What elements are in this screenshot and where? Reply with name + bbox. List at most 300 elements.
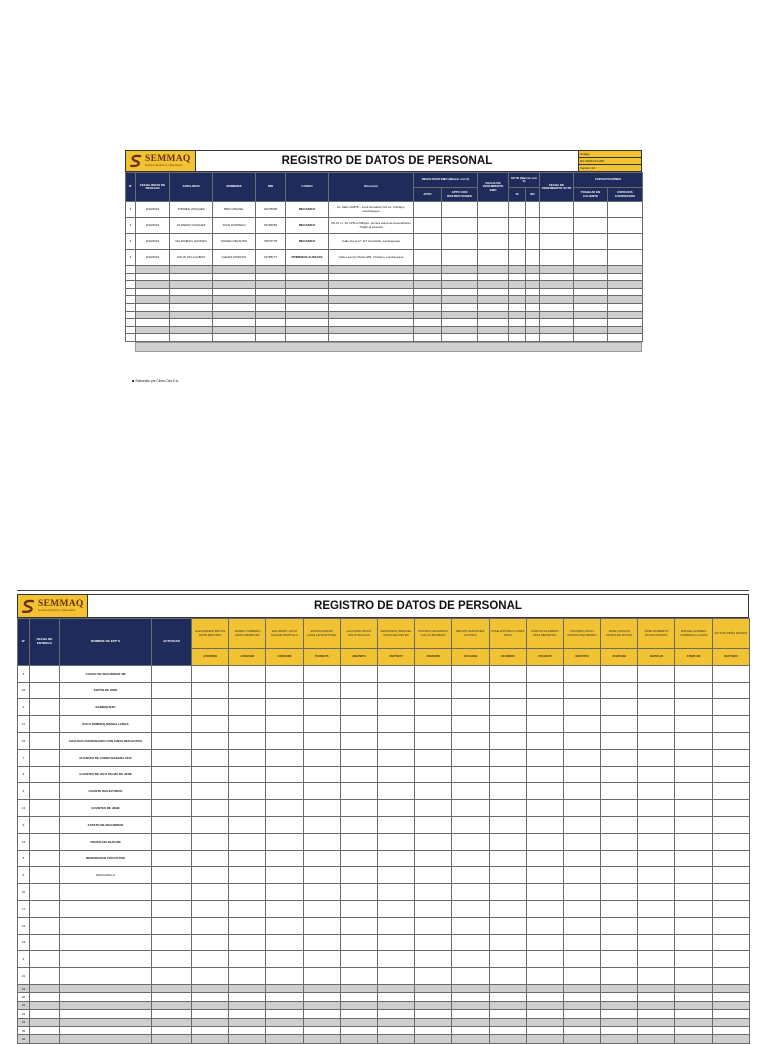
empty-cell[interactable] <box>170 319 213 327</box>
empty-cell[interactable] <box>540 273 574 281</box>
delivery-check-cell[interactable] <box>489 716 526 733</box>
delivery-check-cell[interactable] <box>266 900 303 917</box>
delivery-check-cell[interactable] <box>452 917 489 934</box>
delivery-check-cell[interactable] <box>675 934 712 951</box>
delivery-check-cell[interactable] <box>377 968 414 985</box>
empty-cell[interactable] <box>452 1026 489 1034</box>
empty-cell[interactable] <box>152 1026 192 1034</box>
empty-cell[interactable] <box>608 311 643 319</box>
empty-cell[interactable] <box>286 334 329 342</box>
delivery-check-cell[interactable] <box>415 867 452 884</box>
delivery-check-cell[interactable] <box>377 833 414 850</box>
empty-cell[interactable] <box>442 296 478 304</box>
delivery-check-cell[interactable] <box>377 934 414 951</box>
empty-cell[interactable] <box>574 250 608 266</box>
empty-cell[interactable] <box>540 250 574 266</box>
delivery-check-cell[interactable] <box>340 833 377 850</box>
delivery-check-cell[interactable] <box>377 766 414 783</box>
delivery-check-cell[interactable] <box>452 749 489 766</box>
empty-cell[interactable] <box>526 1035 563 1043</box>
empty-cell[interactable] <box>136 326 170 334</box>
delivery-check-cell[interactable] <box>712 766 749 783</box>
empty-cell[interactable] <box>266 1035 303 1043</box>
empty-cell[interactable] <box>452 984 489 992</box>
empty-cell[interactable] <box>126 288 136 296</box>
delivery-check-cell[interactable] <box>192 884 229 901</box>
empty-cell[interactable] <box>213 326 256 334</box>
delivery-check-cell[interactable] <box>303 900 340 917</box>
delivery-check-cell[interactable] <box>526 884 563 901</box>
delivery-check-cell[interactable] <box>675 951 712 968</box>
empty-cell[interactable] <box>256 319 286 327</box>
empty-cell[interactable] <box>152 1035 192 1043</box>
empty-cell[interactable] <box>442 288 478 296</box>
empty-cell[interactable] <box>229 984 266 992</box>
ppe-name-cell[interactable] <box>60 917 152 934</box>
empty-cell[interactable] <box>256 273 286 281</box>
empty-cell[interactable] <box>608 234 643 250</box>
empty-cell[interactable] <box>608 334 643 342</box>
delivery-check-cell[interactable] <box>266 934 303 951</box>
delivery-check-cell[interactable] <box>266 917 303 934</box>
delivery-check-cell[interactable] <box>377 951 414 968</box>
empty-cell[interactable] <box>540 319 574 327</box>
address-cell[interactable]: Calle Sucre N° 117 Ferreñafe, Lambayeque <box>329 234 414 250</box>
empty-cell[interactable] <box>340 1010 377 1018</box>
empty-cell[interactable] <box>540 234 574 250</box>
empty-cell[interactable] <box>126 311 136 319</box>
empty-cell[interactable] <box>136 319 170 327</box>
empty-cell[interactable] <box>442 218 478 234</box>
empty-cell[interactable] <box>30 1001 60 1009</box>
delivery-date-cell[interactable] <box>30 732 60 749</box>
delivery-date-cell[interactable] <box>30 917 60 934</box>
delivery-check-cell[interactable] <box>675 732 712 749</box>
empty-cell[interactable] <box>712 1018 749 1026</box>
delivery-check-cell[interactable] <box>340 917 377 934</box>
activity-cell[interactable] <box>152 934 192 951</box>
empty-cell[interactable] <box>489 1010 526 1018</box>
empty-cell[interactable] <box>478 311 509 319</box>
delivery-check-cell[interactable] <box>266 783 303 800</box>
empty-cell[interactable] <box>229 1001 266 1009</box>
empty-cell[interactable] <box>478 296 509 304</box>
empty-cell[interactable] <box>415 1018 452 1026</box>
delivery-check-cell[interactable] <box>489 850 526 867</box>
empty-cell[interactable] <box>563 984 600 992</box>
empty-cell[interactable] <box>415 984 452 992</box>
delivery-check-cell[interactable] <box>489 917 526 934</box>
empty-cell[interactable] <box>478 273 509 281</box>
empty-cell[interactable] <box>303 984 340 992</box>
ppe-name-cell[interactable] <box>60 900 152 917</box>
empty-cell[interactable] <box>414 334 442 342</box>
delivery-check-cell[interactable] <box>489 884 526 901</box>
empty-cell[interactable] <box>126 303 136 311</box>
surnames-cell[interactable]: SOLIS VILLALOBOS <box>170 250 213 266</box>
empty-cell[interactable] <box>601 1035 638 1043</box>
empty-cell[interactable] <box>303 1035 340 1043</box>
delivery-date-cell[interactable] <box>30 682 60 699</box>
empty-cell[interactable] <box>126 273 136 281</box>
delivery-check-cell[interactable] <box>526 800 563 817</box>
delivery-check-cell[interactable] <box>675 699 712 716</box>
ppe-name-cell[interactable] <box>60 951 152 968</box>
empty-cell[interactable] <box>414 218 442 234</box>
empty-cell[interactable] <box>340 993 377 1001</box>
delivery-check-cell[interactable] <box>192 783 229 800</box>
delivery-check-cell[interactable] <box>526 850 563 867</box>
delivery-check-cell[interactable] <box>489 900 526 917</box>
empty-cell[interactable] <box>509 288 526 296</box>
empty-cell[interactable] <box>377 1035 414 1043</box>
delivery-check-cell[interactable] <box>489 934 526 951</box>
delivery-check-cell[interactable] <box>377 917 414 934</box>
empty-cell[interactable] <box>213 288 256 296</box>
delivery-check-cell[interactable] <box>452 816 489 833</box>
empty-cell[interactable] <box>675 984 712 992</box>
delivery-check-cell[interactable] <box>601 816 638 833</box>
empty-cell[interactable] <box>608 288 643 296</box>
empty-cell[interactable] <box>675 1010 712 1018</box>
delivery-check-cell[interactable] <box>340 951 377 968</box>
delivery-check-cell[interactable] <box>266 833 303 850</box>
delivery-check-cell[interactable] <box>340 665 377 682</box>
empty-cell[interactable] <box>526 984 563 992</box>
empty-cell[interactable] <box>509 218 526 234</box>
delivery-check-cell[interactable] <box>229 934 266 951</box>
empty-cell[interactable] <box>442 319 478 327</box>
delivery-date-cell[interactable] <box>30 833 60 850</box>
delivery-check-cell[interactable] <box>303 749 340 766</box>
delivery-check-cell[interactable] <box>675 867 712 884</box>
empty-cell[interactable] <box>229 1026 266 1034</box>
address-cell[interactable]: Calle Leoncio Prado 956, Chiclayo, Lambayeque <box>329 250 414 266</box>
empty-cell[interactable] <box>442 303 478 311</box>
delivery-check-cell[interactable] <box>192 749 229 766</box>
empty-cell[interactable] <box>340 1035 377 1043</box>
ppe-name-cell[interactable]: BARBIQUEJO <box>60 699 152 716</box>
names-cell[interactable]: JUAN DOMINGO <box>213 218 256 234</box>
empty-cell[interactable] <box>415 1035 452 1043</box>
delivery-check-cell[interactable] <box>638 968 675 985</box>
empty-cell[interactable] <box>192 1001 229 1009</box>
delivery-check-cell[interactable] <box>489 867 526 884</box>
delivery-check-cell[interactable] <box>266 766 303 783</box>
empty-cell[interactable] <box>638 1035 675 1043</box>
delivery-check-cell[interactable] <box>192 934 229 951</box>
delivery-check-cell[interactable] <box>229 783 266 800</box>
empty-cell[interactable] <box>489 984 526 992</box>
delivery-check-cell[interactable] <box>712 816 749 833</box>
empty-cell[interactable] <box>526 1018 563 1026</box>
empty-cell[interactable] <box>126 281 136 289</box>
empty-cell[interactable] <box>526 326 540 334</box>
empty-cell[interactable] <box>712 984 749 992</box>
empty-cell[interactable] <box>601 1010 638 1018</box>
delivery-check-cell[interactable] <box>526 749 563 766</box>
delivery-check-cell[interactable] <box>675 968 712 985</box>
empty-cell[interactable] <box>329 296 414 304</box>
empty-cell[interactable] <box>377 1001 414 1009</box>
empty-cell[interactable] <box>414 311 442 319</box>
empty-cell[interactable] <box>478 218 509 234</box>
row-number[interactable]: 4 <box>126 202 136 218</box>
surnames-cell[interactable]: VALDIVIESO HUAMAN <box>170 234 213 250</box>
empty-cell[interactable] <box>540 281 574 289</box>
delivery-check-cell[interactable] <box>601 665 638 682</box>
empty-cell[interactable] <box>414 266 442 274</box>
empty-cell[interactable] <box>526 1010 563 1018</box>
activity-cell[interactable] <box>152 749 192 766</box>
empty-cell[interactable] <box>170 296 213 304</box>
dni-cell[interactable]: 16785177 <box>256 250 286 266</box>
empty-cell[interactable] <box>152 984 192 992</box>
activity-cell[interactable] <box>152 833 192 850</box>
empty-cell[interactable] <box>170 266 213 274</box>
delivery-check-cell[interactable] <box>377 682 414 699</box>
delivery-check-cell[interactable] <box>452 884 489 901</box>
empty-cell[interactable] <box>509 319 526 327</box>
delivery-check-cell[interactable] <box>638 699 675 716</box>
delivery-date-cell[interactable] <box>30 749 60 766</box>
empty-cell[interactable] <box>192 1035 229 1043</box>
empty-cell[interactable] <box>712 1010 749 1018</box>
empty-cell[interactable] <box>213 334 256 342</box>
empty-cell[interactable] <box>329 303 414 311</box>
empty-cell[interactable] <box>136 296 170 304</box>
delivery-check-cell[interactable] <box>415 716 452 733</box>
empty-cell[interactable] <box>478 303 509 311</box>
ppe-name-cell[interactable]: GUANTES DE HILO PALMA DE JEBE <box>60 766 152 783</box>
delivery-check-cell[interactable] <box>415 816 452 833</box>
empty-cell[interactable] <box>170 334 213 342</box>
empty-cell[interactable] <box>286 319 329 327</box>
delivery-check-cell[interactable] <box>303 917 340 934</box>
delivery-check-cell[interactable] <box>563 682 600 699</box>
delivery-check-cell[interactable] <box>452 934 489 951</box>
delivery-check-cell[interactable] <box>712 800 749 817</box>
delivery-check-cell[interactable] <box>563 833 600 850</box>
delivery-check-cell[interactable] <box>229 800 266 817</box>
dni-cell[interactable]: 75976778 <box>256 234 286 250</box>
delivery-check-cell[interactable] <box>563 783 600 800</box>
delivery-check-cell[interactable] <box>415 900 452 917</box>
delivery-check-cell[interactable] <box>340 816 377 833</box>
empty-cell[interactable] <box>638 993 675 1001</box>
empty-cell[interactable] <box>266 993 303 1001</box>
empty-cell[interactable] <box>60 1010 152 1018</box>
delivery-check-cell[interactable] <box>563 699 600 716</box>
delivery-check-cell[interactable] <box>415 884 452 901</box>
empty-cell[interactable] <box>377 1026 414 1034</box>
empty-cell[interactable] <box>489 1035 526 1043</box>
position-cell[interactable]: MECANICO <box>286 218 329 234</box>
empty-cell[interactable] <box>170 311 213 319</box>
delivery-check-cell[interactable] <box>638 850 675 867</box>
empty-cell[interactable] <box>170 273 213 281</box>
empty-cell[interactable] <box>152 993 192 1001</box>
empty-cell[interactable] <box>192 1026 229 1034</box>
empty-cell[interactable] <box>442 334 478 342</box>
empty-cell[interactable] <box>152 1018 192 1026</box>
empty-cell[interactable] <box>608 326 643 334</box>
empty-cell[interactable] <box>256 334 286 342</box>
empty-cell[interactable] <box>266 984 303 992</box>
delivery-check-cell[interactable] <box>712 968 749 985</box>
empty-cell[interactable] <box>256 311 286 319</box>
empty-cell[interactable] <box>526 218 540 234</box>
empty-cell[interactable] <box>329 281 414 289</box>
empty-cell[interactable] <box>30 1026 60 1034</box>
empty-cell[interactable] <box>526 993 563 1001</box>
delivery-check-cell[interactable] <box>303 816 340 833</box>
empty-cell[interactable] <box>286 303 329 311</box>
ppe-name-cell[interactable]: RESPIRADOR CON FILTRO <box>60 850 152 867</box>
delivery-check-cell[interactable] <box>340 783 377 800</box>
empty-cell[interactable] <box>452 1018 489 1026</box>
empty-cell[interactable] <box>340 1026 377 1034</box>
empty-cell[interactable] <box>509 266 526 274</box>
delivery-check-cell[interactable] <box>489 816 526 833</box>
delivery-check-cell[interactable] <box>712 917 749 934</box>
empty-cell[interactable] <box>256 296 286 304</box>
delivery-date-cell[interactable] <box>30 850 60 867</box>
empty-cell[interactable] <box>452 1010 489 1018</box>
delivery-check-cell[interactable] <box>377 900 414 917</box>
delivery-check-cell[interactable] <box>303 951 340 968</box>
delivery-check-cell[interactable] <box>415 968 452 985</box>
empty-cell[interactable] <box>442 281 478 289</box>
activity-cell[interactable] <box>152 951 192 968</box>
empty-cell[interactable] <box>152 1010 192 1018</box>
delivery-check-cell[interactable] <box>415 749 452 766</box>
empty-cell[interactable] <box>60 1026 152 1034</box>
delivery-date-cell[interactable] <box>30 783 60 800</box>
empty-cell[interactable] <box>509 326 526 334</box>
delivery-check-cell[interactable] <box>638 665 675 682</box>
empty-cell[interactable] <box>286 266 329 274</box>
delivery-check-cell[interactable] <box>601 951 638 968</box>
names-cell[interactable]: BRIO MIGUEL <box>213 202 256 218</box>
delivery-check-cell[interactable] <box>526 766 563 783</box>
delivery-check-cell[interactable] <box>675 850 712 867</box>
empty-cell[interactable] <box>329 334 414 342</box>
address-cell[interactable]: Mz.M. Lt. 16 CPM el Milagro, tercera etapa de Ascenditores Trujillo la Libertad <box>329 218 414 234</box>
empty-cell[interactable] <box>638 1018 675 1026</box>
delivery-check-cell[interactable] <box>229 699 266 716</box>
delivery-check-cell[interactable] <box>712 951 749 968</box>
delivery-check-cell[interactable] <box>415 934 452 951</box>
ppe-name-cell[interactable]: POLO SEMMAQ MANGA LARGA <box>60 716 152 733</box>
names-cell[interactable]: XAVIER ORLANDO <box>213 234 256 250</box>
delivery-check-cell[interactable] <box>452 900 489 917</box>
activity-cell[interactable] <box>152 884 192 901</box>
empty-cell[interactable] <box>329 273 414 281</box>
empty-cell[interactable] <box>540 334 574 342</box>
empty-cell[interactable] <box>136 273 170 281</box>
ppe-name-cell[interactable]: CASCO DE SEGURIDAD 3M <box>60 665 152 682</box>
delivery-check-cell[interactable] <box>563 749 600 766</box>
delivery-check-cell[interactable] <box>489 665 526 682</box>
delivery-check-cell[interactable] <box>192 867 229 884</box>
delivery-check-cell[interactable] <box>377 665 414 682</box>
delivery-check-cell[interactable] <box>526 934 563 951</box>
delivery-check-cell[interactable] <box>229 884 266 901</box>
delivery-check-cell[interactable] <box>712 682 749 699</box>
empty-cell[interactable] <box>526 311 540 319</box>
empty-cell[interactable] <box>329 311 414 319</box>
empty-cell[interactable] <box>526 303 540 311</box>
empty-cell[interactable] <box>526 1026 563 1034</box>
empty-cell[interactable] <box>574 311 608 319</box>
empty-cell[interactable] <box>213 319 256 327</box>
delivery-check-cell[interactable] <box>229 833 266 850</box>
delivery-check-cell[interactable] <box>489 699 526 716</box>
delivery-check-cell[interactable] <box>266 850 303 867</box>
empty-cell[interactable] <box>286 311 329 319</box>
delivery-check-cell[interactable] <box>192 800 229 817</box>
empty-cell[interactable] <box>229 1010 266 1018</box>
empty-cell[interactable] <box>60 1018 152 1026</box>
empty-cell[interactable] <box>136 288 170 296</box>
delivery-check-cell[interactable] <box>266 884 303 901</box>
empty-cell[interactable] <box>526 334 540 342</box>
empty-cell[interactable] <box>30 984 60 992</box>
empty-cell[interactable] <box>608 273 643 281</box>
empty-cell[interactable] <box>675 1026 712 1034</box>
delivery-check-cell[interactable] <box>452 682 489 699</box>
empty-cell[interactable] <box>574 334 608 342</box>
delivery-check-cell[interactable] <box>638 900 675 917</box>
dni-cell[interactable]: 46378906 <box>256 202 286 218</box>
empty-cell[interactable] <box>574 288 608 296</box>
empty-cell[interactable] <box>526 202 540 218</box>
delivery-check-cell[interactable] <box>489 766 526 783</box>
delivery-date-cell[interactable] <box>30 968 60 985</box>
delivery-check-cell[interactable] <box>340 934 377 951</box>
delivery-check-cell[interactable] <box>303 934 340 951</box>
delivery-check-cell[interactable] <box>340 884 377 901</box>
empty-cell[interactable] <box>266 1001 303 1009</box>
delivery-check-cell[interactable] <box>601 917 638 934</box>
delivery-date-cell[interactable] <box>30 766 60 783</box>
delivery-check-cell[interactable] <box>638 783 675 800</box>
empty-cell[interactable] <box>563 1018 600 1026</box>
delivery-check-cell[interactable] <box>526 968 563 985</box>
empty-cell[interactable] <box>540 311 574 319</box>
delivery-check-cell[interactable] <box>266 867 303 884</box>
activity-cell[interactable] <box>152 699 192 716</box>
empty-cell[interactable] <box>213 296 256 304</box>
empty-cell[interactable] <box>442 311 478 319</box>
delivery-check-cell[interactable] <box>638 800 675 817</box>
ppe-name-cell[interactable]: GUANTES DE JEBE <box>60 800 152 817</box>
empty-cell[interactable] <box>377 984 414 992</box>
delivery-check-cell[interactable] <box>675 749 712 766</box>
empty-cell[interactable] <box>377 1010 414 1018</box>
empty-cell[interactable] <box>414 250 442 266</box>
delivery-check-cell[interactable] <box>415 783 452 800</box>
delivery-check-cell[interactable] <box>601 884 638 901</box>
delivery-check-cell[interactable] <box>192 917 229 934</box>
empty-cell[interactable] <box>452 1035 489 1043</box>
empty-cell[interactable] <box>608 281 643 289</box>
empty-cell[interactable] <box>256 288 286 296</box>
surnames-cell[interactable]: OLIVEIRA VASQUEZ <box>170 218 213 234</box>
empty-cell[interactable] <box>126 326 136 334</box>
activity-cell[interactable] <box>152 968 192 985</box>
